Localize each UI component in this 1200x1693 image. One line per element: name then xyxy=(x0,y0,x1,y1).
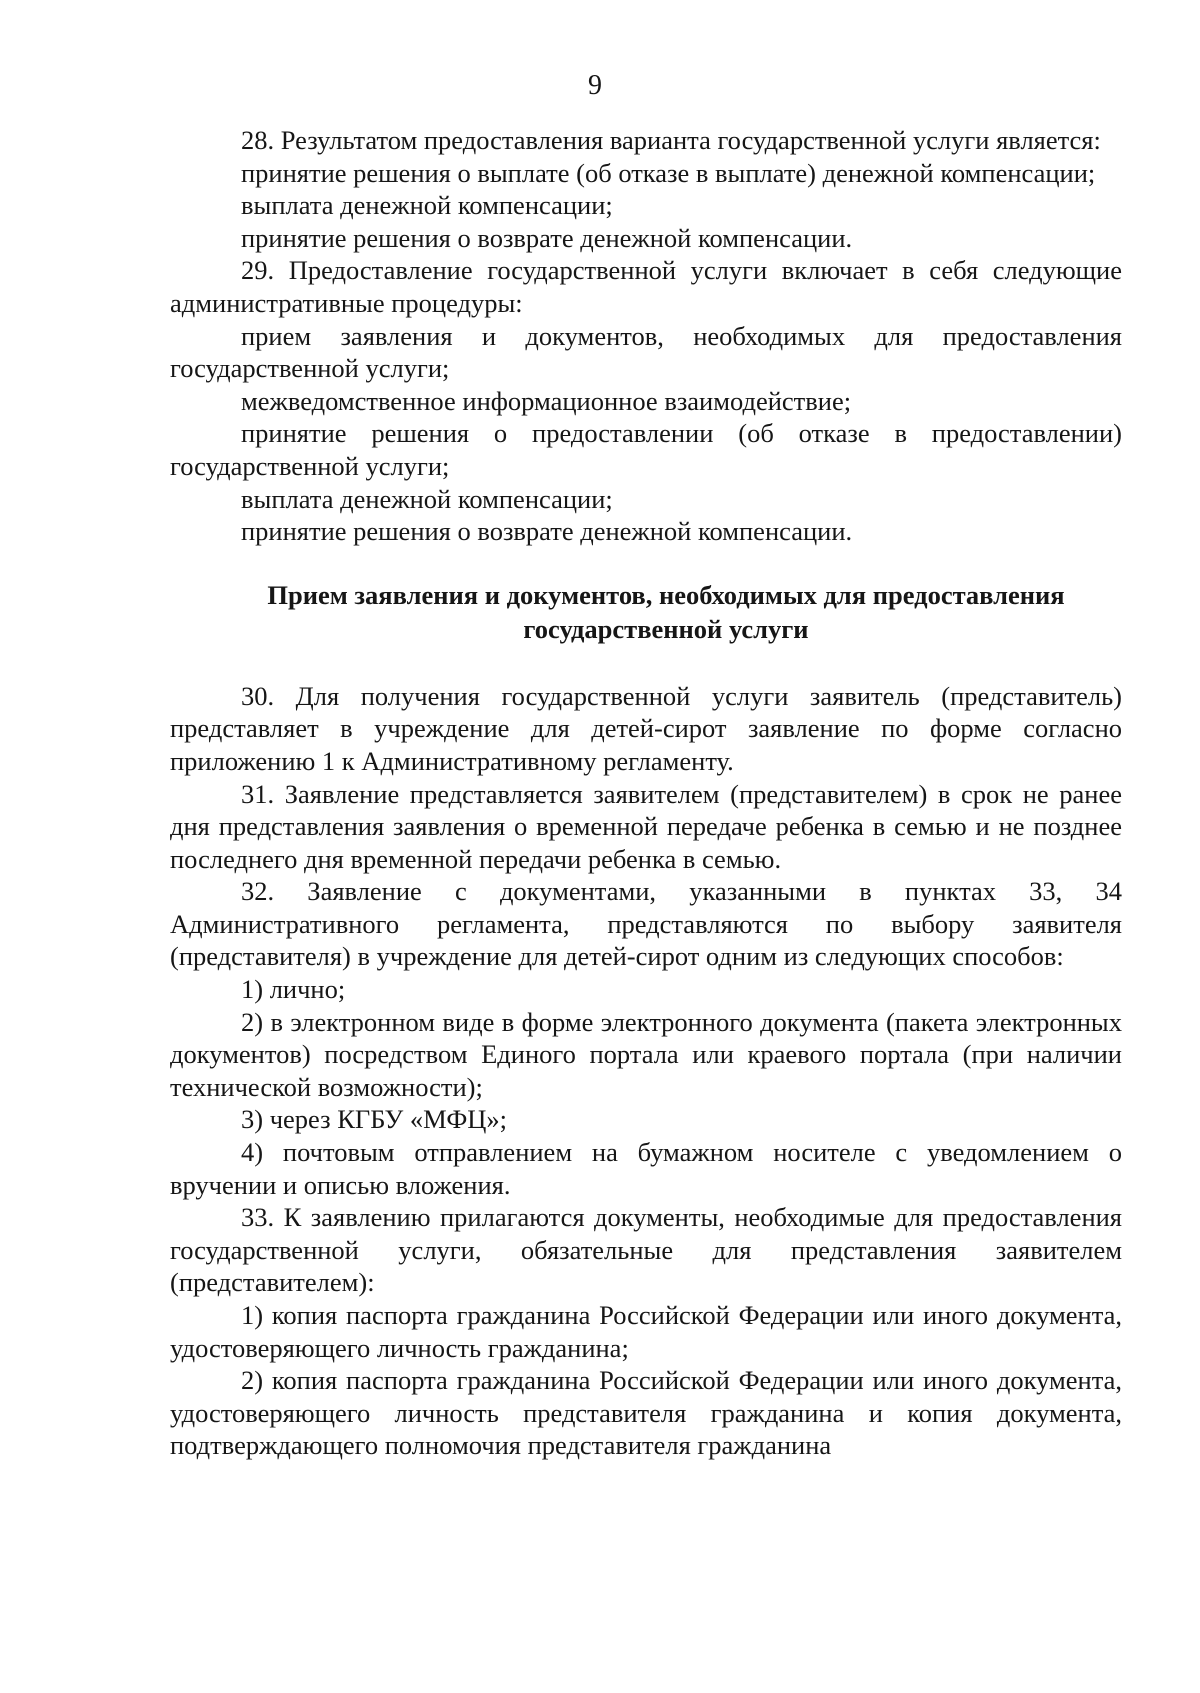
document-item-2: 2) копия паспорта гражданина Российской Федерации или иного документа, удостоверяющего личность представителя гражданина и копия документа, подтверждающего полномочия представителя гражданина xyxy=(170,1365,1122,1461)
paragraph-32: 32. Заявление с документами, указанными в пунктах 33, 34 Административного регламента, представляются по выбору заявителя (представителя) в учреждение для детей-сирот одним из следующих способов: xyxy=(170,876,1122,972)
list-item-decision-return-2: принятие решения о возврате денежной компенсации. xyxy=(241,516,853,547)
method-item-1: 1) лично; xyxy=(241,974,346,1005)
paragraph-33: 33. К заявлению прилагаются документы, необходимые для предоставления государственной услуги, обязательные для представления заявителем (представителем): xyxy=(170,1202,1122,1298)
paragraph-28: 28. Результатом предоставления варианта государственной услуги является: xyxy=(241,125,1101,155)
list-item-interagency-interaction: межведомственное информационное взаимодействие; xyxy=(241,385,852,416)
document-body xyxy=(170,124,1122,1462)
paragraph-30: 30. Для получения государственной услуги заявитель (представитель) представляет в учреждение для детей-сирот заявление по форме согласно приложению 1 к Административному регламенту. xyxy=(170,680,1122,776)
method-item-3: 3) через КГБУ «МФЦ»; xyxy=(241,1104,508,1135)
section-heading-line-2: государственной услуги xyxy=(523,613,809,644)
list-item-payment: выплата денежной компенсации; xyxy=(241,190,613,221)
method-item-4: 4) почтовым отправлением на бумажном носителе с уведомлением о вручении и описью вложения. xyxy=(170,1137,1122,1200)
method-item-2: 2) в электронном виде в форме электронного документа (пакета электронных документов) посредством Единого портала или краевого портала (при наличии технической возможности); xyxy=(170,1006,1122,1102)
section-heading xyxy=(170,578,1122,646)
list-item-payment-2: выплата денежной компенсации; xyxy=(241,483,613,514)
paragraph-29: 29. Предоставление государственной услуги включает в себя следующие административные процедуры: xyxy=(170,255,1122,318)
list-item-decision-return: принятие решения о возврате денежной компенсации. xyxy=(241,222,853,253)
section-heading-line-1: Прием заявления и документов, необходимых для предоставления xyxy=(267,579,1065,610)
document-item-1: 1) копия паспорта гражданина Российской Федерации или иного документа, удостоверяющего личность гражданина; xyxy=(170,1300,1122,1363)
list-item-decision-payment: принятие решения о выплате (об отказе в выплате) денежной компенсации; xyxy=(241,157,1096,188)
list-item-decision-provision: принятие решения о предоставлении (об отказе в предоставлении) государственной услуги; xyxy=(170,418,1122,481)
paragraph-31: 31. Заявление представляется заявителем (представителем) в срок не ранее дня представления заявления о временной передаче ребенка в семью и не позднее последнего дня временной передачи ребенка в семью. xyxy=(170,778,1122,874)
page-number: 9 xyxy=(588,70,602,101)
list-item-receipt-documents: прием заявления и документов, необходимых для предоставления государственной услуги; xyxy=(170,320,1122,384)
